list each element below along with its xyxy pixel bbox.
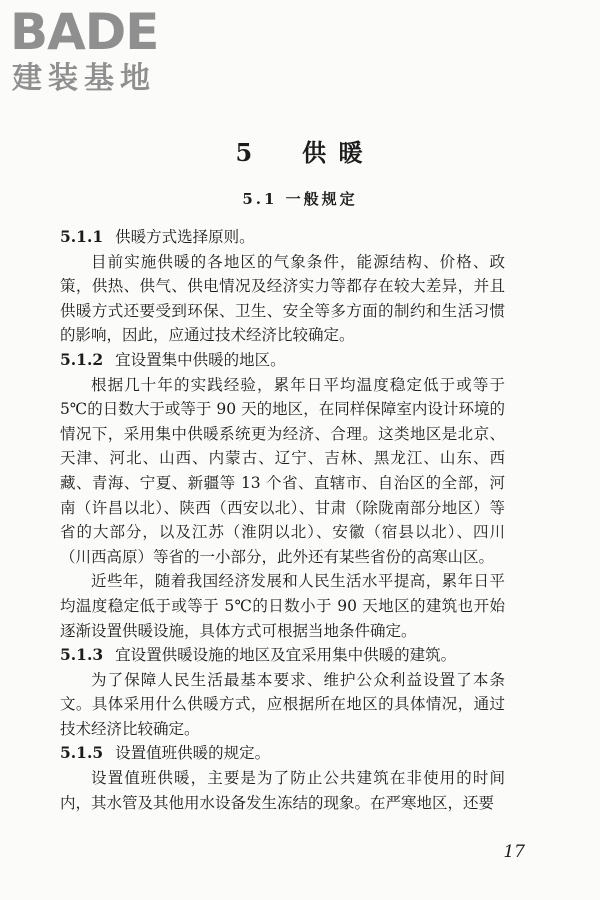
logo-subtitle: 建装基地 [12, 61, 156, 96]
document-body [60, 225, 505, 815]
bade-logo [10, 4, 180, 100]
page-number: 17 [503, 842, 525, 862]
clause-title: 设置值班供暖的规定。 [115, 744, 271, 763]
clause-title: 宜设置集中供暖的地区。 [115, 350, 286, 369]
clause-paragraph: 目前实施供暖的各地区的气象条件，能源结构、价格、政策，供热、供气、供电情况及经济实力等都存在较大差异，并且供暖方式还要受到环保、卫生、安全等多方面的制约和生活习惯的影响，因此，应通过技术经济比较确定。 [60, 252, 505, 345]
clause-title: 宜设置供暖设施的地区及宜采用集中供暖的建筑。 [115, 646, 457, 665]
clause-paragraph: 设置值班供暖，主要是为了防止公共建筑在非使用的时间内，其水管及其他用水设备发生冻结的现象。在严寒地区，还要 [60, 769, 505, 812]
clause-number: 5.1.1 [60, 227, 104, 246]
clause-number: 5.1.5 [60, 743, 104, 763]
section-heading: 5.1 一般规定 [242, 190, 358, 208]
chapter-number: 5 [235, 138, 255, 167]
clause-number: 5.1.3 [60, 645, 104, 665]
logo-wordmark: BADE [10, 3, 159, 61]
clause-heading [60, 643, 505, 668]
clause-heading [60, 348, 505, 373]
clause-paragraph: 近些年，随着我国经济发展和人民生活水平提高，累年日平均温度稳定低于或等于 5℃的日数小于 90 天地区的建筑也开始逐渐设置供暖设施，具体方式可根据当地条件确定。 [60, 572, 505, 640]
clause-title: 供暖方式选择原则。 [115, 228, 255, 246]
chapter-name: 供 暖 [302, 138, 365, 167]
clause-heading [60, 225, 505, 250]
clause-paragraph: 根据几十年的实践经验，累年日平均温度稳定低于或等于5℃的日数大于或等于 90 天的地区，在同样保障室内设计环境的情况下，采用集中供暖系统更为经济、合理。这类地区是北京、天津、河北、山西、内蒙古、辽宁、吉林、黑龙江、山东、西藏、青海、宁夏、新疆等 13 个省、直辖市、自治区的全部，河南（许昌以北）、陕西（西安以北）、甘肃（除陇南部分地区）等省的大部分，以及江苏（淮阴以北）、安徽（宿县以北）、四川（川西高原）等省的一小部分，此外还有某些省份的高寒山区。 [60, 375, 505, 566]
clause-number: 5.1.2 [60, 349, 104, 369]
chapter-title [0, 133, 600, 168]
clause-heading [60, 741, 505, 766]
clause-paragraph: 为了保障人民生活最基本要求、维护公众利益设置了本条文。具体采用什么供暖方式，应根据所在地区的具体情况，通过技术经济比较确定。 [60, 670, 505, 738]
